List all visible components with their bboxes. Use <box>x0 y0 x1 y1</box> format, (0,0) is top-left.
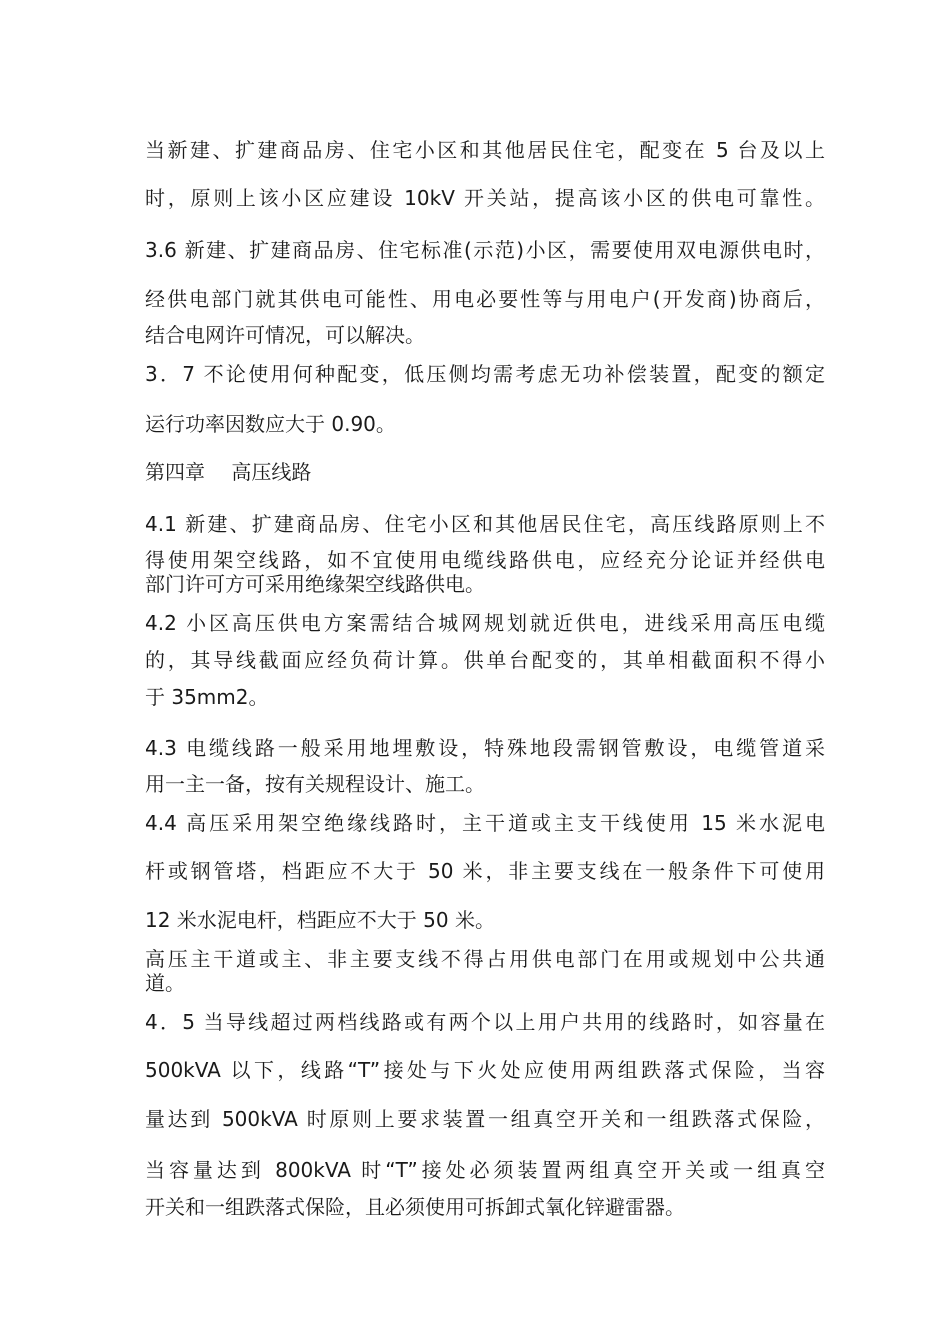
text-line: 4.1 新建、扩建商品房、住宅小区和其他居民住宅，高压线路原则上不 <box>145 512 825 536</box>
text-line: 4．5 当导线超过两档线路或有两个以上用户共用的线路时，如容量在 <box>145 1010 825 1034</box>
text-line: 3.6 新建、扩建商品房、住宅标准(示范)小区，需要使用双电源供电时， <box>145 238 825 262</box>
chapter-heading: 第四章 高压线路 <box>145 460 312 484</box>
text-line: 500kVA 以下，线路“T”接处与下火处应使用两组跌落式保险，当容 <box>145 1058 825 1082</box>
text-line: 于 35mm2。 <box>145 685 269 709</box>
text-line: 4.3 电缆线路一般采用地埋敷设，特殊地段需钢管敷设，电缆管道采 <box>145 736 825 760</box>
text-line: 用一主一备，按有关规程设计、施工。 <box>145 772 485 796</box>
text-line: 时，原则上该小区应建设 10kV 开关站，提高该小区的供电可靠性。 <box>145 186 825 210</box>
text-line: 经供电部门就其供电可能性、用电必要性等与用电户(开发商)协商后， <box>145 287 825 311</box>
text-line: 当新建、扩建商品房、住宅小区和其他居民住宅，配变在 5 台及以上 <box>145 138 825 162</box>
text-line: 12 米水泥电杆，档距应不大于 50 米。 <box>145 908 495 932</box>
text-line: 3．7 不论使用何种配变，低压侧均需考虑无功补偿装置，配变的额定 <box>145 362 825 386</box>
text-line: 4.4 高压采用架空绝缘线路时，主干道或主支干线使用 15 米水泥电 <box>145 811 825 835</box>
text-line: 开关和一组跌落式保险，且必须使用可拆卸式氧化锌避雷器。 <box>145 1195 685 1219</box>
text-line: 运行功率因数应大于 0.90。 <box>145 412 396 436</box>
text-line: 得使用架空线路，如不宜使用电缆线路供电，应经充分论证并经供电 <box>145 548 825 572</box>
text-line: 结合电网许可情况，可以解决。 <box>145 323 425 347</box>
text-line: 部门许可方可采用绝缘架空线路供电。 <box>145 572 485 596</box>
text-line: 4.2 小区高压供电方案需结合城网规划就近供电，进线采用高压电缆 <box>145 611 825 635</box>
text-line: 杆或钢管塔，档距应不大于 50 米，非主要支线在一般条件下可使用 <box>145 859 825 883</box>
text-line: 的，其导线截面应经负荷计算。供单台配变的，其单相截面积不得小 <box>145 648 825 672</box>
text-line: 高压主干道或主、非主要支线不得占用供电部门在用或规划中公共通 <box>145 947 825 971</box>
text-line: 量达到 500kVA 时原则上要求装置一组真空开关和一组跌落式保险， <box>145 1107 825 1131</box>
text-line: 道。 <box>145 971 185 995</box>
text-line: 当容量达到 800kVA 时“T”接处必须装置两组真空开关或一组真空 <box>145 1158 825 1182</box>
